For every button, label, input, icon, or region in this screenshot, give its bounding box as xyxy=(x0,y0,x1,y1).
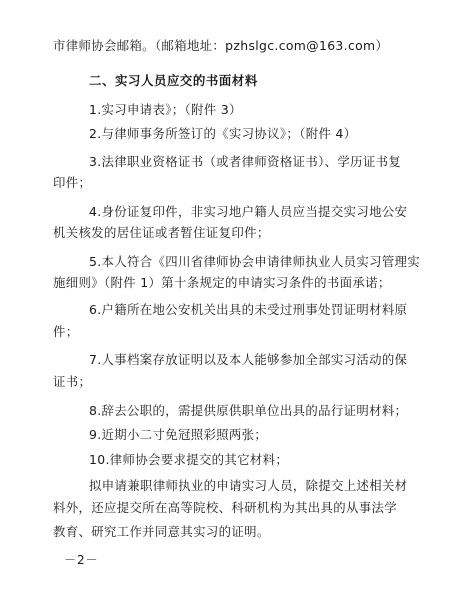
list-item: 10.律师协会要求提交的其它材料； xyxy=(89,452,289,467)
list-item: 3.法律职业资格证书（或者律师资格证书）、学历证书复 xyxy=(89,154,402,169)
list-item-continuation: 件； xyxy=(53,324,79,339)
list-item: 8.辞去公职的，需提供原供职单位出具的品行证明材料； xyxy=(89,403,408,418)
list-item: 2.与律师事务所签订的《实习协议》；（附件 4） xyxy=(89,126,357,141)
section-heading: 二、实习人员应交的书面材料 xyxy=(89,73,258,88)
list-item-continuation: 证书； xyxy=(53,374,92,389)
list-item: 1.实习申请表》；（附件 3） xyxy=(89,102,242,117)
list-item: 6.户籍所在地公安机关出具的未受过刑事处罚证明材料原 xyxy=(89,302,408,317)
list-item: 9.近期小二寸免冠照彩照两张； xyxy=(89,427,268,442)
paragraph-line: 料外，还应提交所在高等院校、科研机构为其出具的从事法学 xyxy=(53,500,397,515)
list-item-continuation: 机关核发的居住证或者暂住证复印件； xyxy=(53,225,270,240)
list-item: 7.人事档案存放证明以及本人能够参加全部实习活动的保 xyxy=(89,352,408,367)
paragraph-line: 教育、研究工作并同意其实习的证明。 xyxy=(53,524,270,539)
list-item-continuation: 施细则》（附件 1）第十条规定的申请实习条件的书面承诺； xyxy=(53,275,391,290)
list-item-continuation: 印件； xyxy=(53,175,92,190)
email-line: 市律师协会邮箱。（邮箱地址：pzhslgc.com@163.com） xyxy=(53,38,389,53)
page-number: －2－ xyxy=(64,553,99,567)
list-item: 4.身份证复印件，非实习地户籍人员应当提交实习地公安 xyxy=(89,204,408,219)
list-item: 5.本人符合《四川省律师协会申请律师执业人员实习管理实 xyxy=(89,254,421,269)
paragraph-line: 拟申请兼职律师执业的申请实习人员，除提交上述相关材 xyxy=(89,478,408,493)
